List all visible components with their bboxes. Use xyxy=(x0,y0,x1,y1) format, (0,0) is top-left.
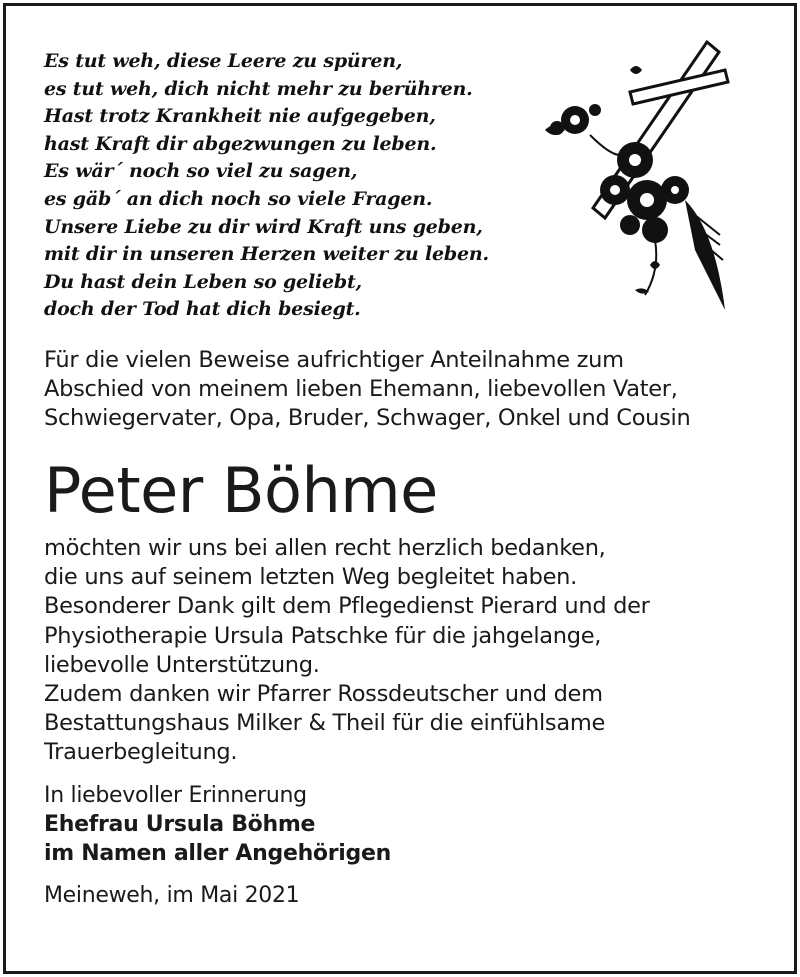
poem-line: Unsere Liebe zu dir wird Kraft uns geben, xyxy=(44,215,483,238)
place-date: Meineweh, im Mai 2021 xyxy=(44,883,300,908)
deceased-name: Peter Böhme xyxy=(44,454,438,527)
body-line: Trauerbegleitung. xyxy=(44,739,238,766)
intro-line: Schwiegervater, Opa, Bruder, Schwager, Onkel und Cousin xyxy=(44,405,691,431)
poem-line: hast Kraft dir abgezwungen zu leben. xyxy=(44,132,437,155)
body-line: möchten wir uns bei allen recht herzlich bedanken, xyxy=(44,535,606,561)
poem xyxy=(44,48,554,324)
intro-text xyxy=(44,346,784,433)
body-line: Bestattungshaus Milker & Theil für die einfühlsame xyxy=(44,710,605,737)
body-line: Besonderer Dank gilt dem Pflegedienst Pierard und der xyxy=(44,593,650,620)
poem-line: Es tut weh, diese Leere zu spüren, xyxy=(44,50,403,72)
intro-line: Für die vielen Beweise aufrichtiger Anteilnahme zum xyxy=(44,347,624,373)
body-line: die uns auf seinem letzten Weg begleitet haben. xyxy=(44,564,577,591)
body-line: Physiotherapie Ursula Patschke für die jahgelange, xyxy=(44,622,602,649)
poem-line: Es wär´ noch so viel zu sagen, xyxy=(44,160,358,183)
cross-with-roses-icon xyxy=(535,40,735,320)
body-line: liebevolle Unterstützung. xyxy=(44,651,320,678)
poem-line: mit dir in unseren Herzen weiter zu leben. xyxy=(44,243,489,266)
intro-line: Abschied von meinem lieben Ehemann, liebevollen Vater, xyxy=(44,376,678,402)
family-line: im Namen aller Angehörigen xyxy=(44,841,391,866)
poem-line: es tut weh, dich nicht mehr zu berühren. xyxy=(44,77,473,100)
body-line: Zudem danken wir Pfarrer Rossdeutscher und dem xyxy=(44,681,603,708)
thanks-text xyxy=(44,534,784,768)
signature-block xyxy=(44,781,784,868)
poem-line: Du hast dein Leben so geliebt, xyxy=(44,270,362,293)
poem-line: es gäb´ an dich noch so viele Fragen. xyxy=(44,187,433,210)
closing-line: In liebevoller Erinnerung xyxy=(44,783,307,808)
poem-line: Hast trotz Krankheit nie aufgegeben, xyxy=(44,105,436,128)
poem-line: doch der Tod hat dich besiegt. xyxy=(44,298,361,321)
signer-name: Ehefrau Ursula Böhme xyxy=(44,812,316,837)
